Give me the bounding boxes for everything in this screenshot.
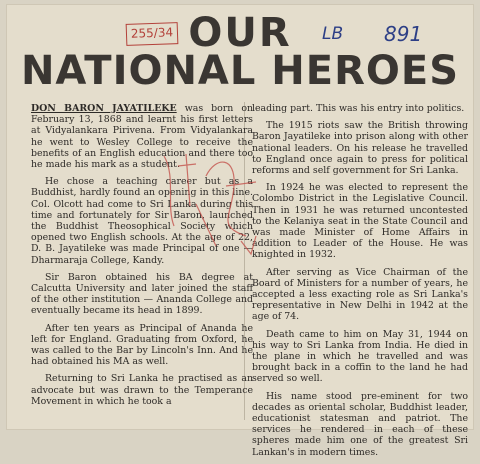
paragraph: Returning to Sri Lanka he practised as an advocate but was drawn to the Temperance Movement in which he took a [31,373,253,407]
lead-name: DON BARON JAYATILEKE [31,103,177,114]
article-column-left [31,103,253,413]
paragraph [31,103,253,170]
paragraph: Sir Baron obtained his BA degree at Calcutta University and later joined the staff of the other institution — Ananda College and eventually became its head in 1899. [31,271,253,317]
paragraph: In 1924 he was elected to represent the Colombo District in the Legislative Council. Then in 1931 he was returned uncontested to the Kelaniya seat in the State Council and was made Minister of Home Affairs in addition to Leader of the House. He was knighted in 1932. [252,182,468,261]
paragraph: leading part. This was his entry into politics. [252,103,465,114]
paragraph: After ten years as Principal of Ananda he left for England. Graduating from Oxford, he was called to the Bar by Lincoln's Inn. And he had obtained his MA as well. [31,322,253,368]
handwritten-note-1: LB [322,24,344,44]
paragraph: He chose a teaching career but as a Buddhist, hardly found an opening in this line. Col. Olcott had come to Sri Lanka during this time and fortunately for Sir Baron, launched the Buddhist Theosophical Society which opened two English schools. At the age of 22, D. B. Jayatileke was made Principal of one — Dharmaraja College, Kandy. [31,176,253,266]
title-line-1: OUR [188,10,292,56]
newspaper-clipping [6,4,474,458]
handwritten-note-2: 891 [384,22,423,46]
header [6,4,474,96]
paragraph: After serving as Vice Chairman of the Board of Ministers for a number of years, he accepted a less exacting role as Sri Lanka's representative in New Delhi in 1942 at the age of 74. [252,266,468,323]
paragraph: His name stood pre-eminent for two decades as oriental scholar, Buddhist leader, educationist statesman and patriot. The services he rendered in each of these spheres made him one of the greatest Sri Lankan's in modern times. [252,390,468,458]
paragraph: The 1915 riots saw the British throwing Baron Jayatileke into prison along with other national leaders. On his release he travelled to England once again to press for political reforms and self government for Sri Lanka. [252,120,468,177]
paragraph-text: was born on February 13, 1868 and learnt his first letters at Vidyalankara Pirivena. From Vidyalankara he went to Wesley College to receive the benefits of an English education and there too he made his mark as a student. [31,103,254,171]
archive-stamp: 255/34 [126,22,179,46]
paragraph: Death came to him on May 31, 1944 on his way to Sri Lanka from India. He died in the plane in which he travelled and was brought back in a coffin to the land he had served so well. [252,328,468,385]
article-column-right [252,103,468,464]
title-line-2: NATIONAL HEROES [20,48,460,94]
